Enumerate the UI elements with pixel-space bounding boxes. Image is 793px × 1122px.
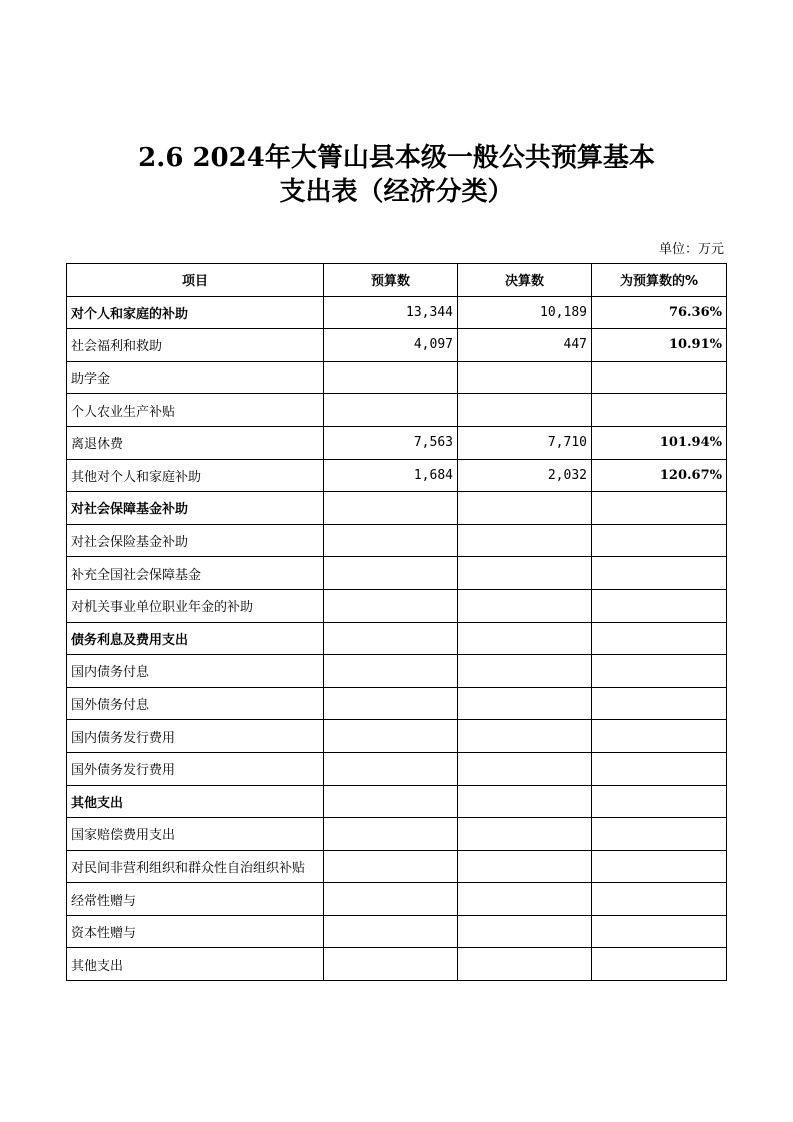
- row-budget: [324, 883, 458, 916]
- row-item-name: 对社会保障基金补助: [67, 492, 324, 525]
- header-final: 决算数: [458, 264, 592, 297]
- row-budget: [324, 785, 458, 818]
- row-item-name: 社会福利和救助: [67, 329, 324, 362]
- row-item-name: 对机关事业单位职业年金的补助: [67, 589, 324, 622]
- row-percent: 120.67%: [592, 459, 727, 492]
- row-budget: [324, 687, 458, 720]
- header-budget: 预算数: [324, 264, 458, 297]
- row-item-name: 其他对个人和家庭补助: [67, 459, 324, 492]
- table-row: [67, 850, 727, 883]
- row-final: [458, 850, 592, 883]
- table-row: [67, 818, 727, 851]
- row-item-name: 经常性赠与: [67, 883, 324, 916]
- row-item-name: 债务利息及费用支出: [67, 622, 324, 655]
- row-percent: [592, 394, 727, 427]
- row-budget: [324, 915, 458, 948]
- row-final: [458, 394, 592, 427]
- expenditure-table: [66, 263, 727, 981]
- page-title-line1: 2.6 2024年大箐山县本级一般公共预算基本: [138, 143, 655, 173]
- row-budget: [324, 720, 458, 753]
- table-row: [67, 883, 727, 916]
- row-percent: [592, 948, 727, 981]
- row-final: [458, 524, 592, 557]
- row-percent: [592, 785, 727, 818]
- row-item-name: 补充全国社会保障基金: [67, 557, 324, 590]
- row-budget: [324, 948, 458, 981]
- row-budget: 13,344: [324, 296, 458, 329]
- row-item-name: 对社会保险基金补助: [67, 524, 324, 557]
- row-final: 10,189: [458, 296, 592, 329]
- table-row: [67, 622, 727, 655]
- row-percent: [592, 720, 727, 753]
- row-final: 2,032: [458, 459, 592, 492]
- row-final: [458, 655, 592, 688]
- row-percent: [592, 557, 727, 590]
- unit-label: 单位：万元: [658, 242, 724, 257]
- row-percent: [592, 915, 727, 948]
- row-budget: 1,684: [324, 459, 458, 492]
- row-item-name: 其他支出: [67, 785, 324, 818]
- row-final: [458, 622, 592, 655]
- table-row: [67, 752, 727, 785]
- row-percent: [592, 492, 727, 525]
- row-final: [458, 492, 592, 525]
- row-percent: [592, 883, 727, 916]
- row-item-name: 个人农业生产补贴: [67, 394, 324, 427]
- row-budget: [324, 622, 458, 655]
- row-item-name: 助学金: [67, 361, 324, 394]
- row-percent: 101.94%: [592, 426, 727, 459]
- row-percent: [592, 818, 727, 851]
- row-percent: [592, 752, 727, 785]
- table-row: [67, 492, 727, 525]
- table-row: [67, 589, 727, 622]
- table-row: [67, 785, 727, 818]
- row-final: [458, 915, 592, 948]
- row-final: [458, 785, 592, 818]
- row-final: 447: [458, 329, 592, 362]
- row-budget: [324, 850, 458, 883]
- row-final: [458, 589, 592, 622]
- row-item-name: 对个人和家庭的补助: [67, 296, 324, 329]
- row-percent: [592, 655, 727, 688]
- table-row: [67, 655, 727, 688]
- row-budget: [324, 752, 458, 785]
- row-final: [458, 948, 592, 981]
- row-item-name: 国家赔偿费用支出: [67, 818, 324, 851]
- table-row: [67, 296, 727, 329]
- table-row: [67, 459, 727, 492]
- table-row: [67, 329, 727, 362]
- row-percent: [592, 361, 727, 394]
- row-budget: [324, 361, 458, 394]
- table-row: [67, 426, 727, 459]
- row-budget: 7,563: [324, 426, 458, 459]
- row-budget: [324, 557, 458, 590]
- row-item-name: 对民间非营利组织和群众性自治组织补贴: [67, 850, 324, 883]
- row-percent: [592, 850, 727, 883]
- table-row: [67, 557, 727, 590]
- row-percent: [592, 524, 727, 557]
- row-budget: [324, 394, 458, 427]
- row-final: [458, 557, 592, 590]
- row-final: [458, 883, 592, 916]
- row-percent: [592, 687, 727, 720]
- table-row: [67, 361, 727, 394]
- table-row: [67, 720, 727, 753]
- header-percent: 为预算数的%: [592, 264, 727, 297]
- table-header-row: [67, 264, 727, 297]
- row-budget: [324, 524, 458, 557]
- row-final: [458, 720, 592, 753]
- row-item-name: 离退休费: [67, 426, 324, 459]
- row-item-name: 国内债务发行费用: [67, 720, 324, 753]
- row-item-name: 国外债务付息: [67, 687, 324, 720]
- row-final: 7,710: [458, 426, 592, 459]
- header-item: 项目: [67, 264, 324, 297]
- row-percent: [592, 589, 727, 622]
- row-item-name: 国内债务付息: [67, 655, 324, 688]
- table-row: [67, 524, 727, 557]
- table-row: [67, 915, 727, 948]
- row-final: [458, 687, 592, 720]
- row-budget: [324, 818, 458, 851]
- row-item-name: 其他支出: [67, 948, 324, 981]
- row-final: [458, 361, 592, 394]
- row-budget: [324, 589, 458, 622]
- row-item-name: 资本性赠与: [67, 915, 324, 948]
- row-budget: 4,097: [324, 329, 458, 362]
- table-row: [67, 948, 727, 981]
- row-final: [458, 752, 592, 785]
- page-title-line2: 支出表（经济分类）: [279, 177, 514, 207]
- row-item-name: 国外债务发行费用: [67, 752, 324, 785]
- row-percent: 10.91%: [592, 329, 727, 362]
- row-percent: 76.36%: [592, 296, 727, 329]
- table-row: [67, 394, 727, 427]
- row-budget: [324, 655, 458, 688]
- row-final: [458, 818, 592, 851]
- row-percent: [592, 622, 727, 655]
- row-budget: [324, 492, 458, 525]
- table-row: [67, 687, 727, 720]
